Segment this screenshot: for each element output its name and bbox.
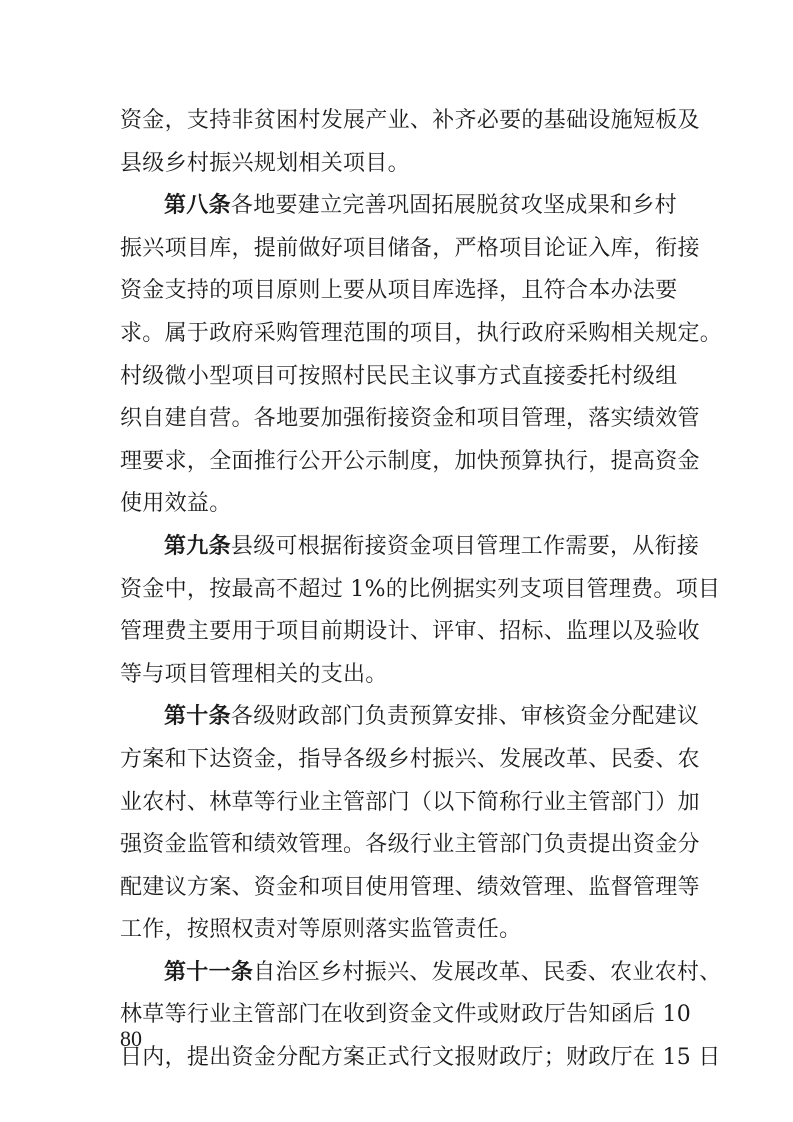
article-8-text: 各地要建立完善巩固拓展脱贫攻坚成果和乡村: [230, 193, 677, 219]
text-line: 求。属于政府采购管理范围的项目，执行政府采购相关规定。: [120, 320, 723, 346]
text-line: 使用效益。: [120, 491, 232, 517]
text-line: 业农村、林草等行业主管部门（以下简称行业主管部门）加: [120, 789, 700, 815]
text-line: 配建议方案、资金和项目使用管理、绩效管理、监督管理等: [120, 874, 700, 900]
article-11-number: 第十一条: [164, 959, 254, 985]
text-line: 振兴项目库，提前做好项目储备，严格项目论证入库，衔接: [120, 235, 700, 261]
text-line: 强资金监管和绩效管理。各级行业主管部门负责提出资金分: [120, 832, 700, 858]
text-line: 县级乡村振兴规划相关项目。: [120, 150, 410, 176]
text-line: 村级微小型项目可按照村民民主议事方式直接委托村级组: [120, 363, 678, 389]
article-8-number: 第八条: [164, 193, 231, 219]
text-line: 织自建自营。各地要加强衔接资金和项目管理，落实绩效管: [120, 406, 700, 432]
text-line: 资金，支持非贫困村发展产业、补齐必要的基础设施短板及: [120, 108, 700, 133]
text-line: 日内，提出资金分配方案正式行文报财政厅；财政厅在 15 日: [120, 1045, 721, 1071]
text-line: 方案和下达资金，指导各级乡村振兴、发展改革、民委、农: [120, 746, 700, 772]
text-line: 等与项目管理相关的支出。: [120, 661, 388, 687]
text-line: 工作，按照权责对等原则落实监管责任。: [120, 917, 522, 943]
text-line: 资金支持的项目原则上要从项目库选择，且符合本办法要: [120, 278, 678, 304]
text-line: 资金中，按最高不超过 1%的比例据实列支项目管理费。项目: [120, 576, 721, 602]
text-line: 林草等行业主管部门在收到资金文件或财政厅告知函后 10: [120, 1002, 692, 1028]
text-line: 管理费主要用于项目前期设计、评审、招标、监理以及验收: [120, 619, 700, 645]
document-body: [120, 100, 723, 1080]
article-11-first-line: [120, 952, 722, 995]
article-9-text: 县级可根据衔接资金项目管理工作需要，从衔接: [230, 533, 700, 559]
article-11-text: 自治区乡村振兴、发展改革、民委、农业农村、: [253, 959, 722, 985]
page-number: 80: [120, 1026, 142, 1051]
article-10-first-line: [120, 696, 700, 739]
text-line: 理要求，全面推行公开公示制度，加快预算执行，提高资金: [120, 448, 700, 474]
article-8-first-line: [120, 185, 680, 228]
article-10-text: 各级财政部门负责预算安排、审核资金分配建议: [230, 704, 700, 730]
article-10-number: 第十条: [164, 704, 231, 730]
article-9-first-line: [120, 526, 700, 569]
article-9-number: 第九条: [164, 533, 231, 559]
